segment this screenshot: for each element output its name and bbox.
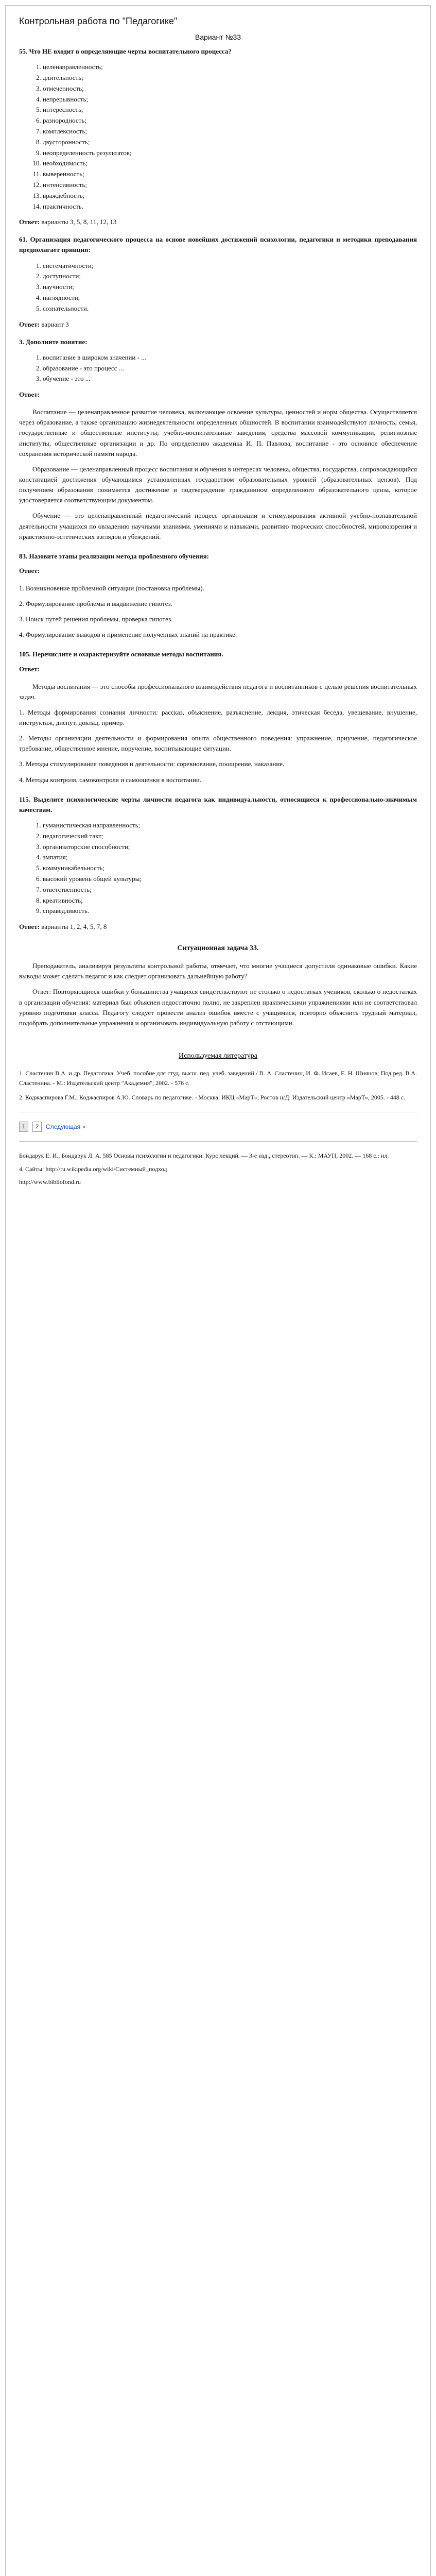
divider	[19, 1141, 417, 1142]
answer-paragraph: Образование — целенаправленный процесс воспитания и обучения в интересах человека, общества, государства, сопровождающийся констатацией достижения обучающимся установленных государством образовательных уровней (образовательных цензов). Под получением образования понимается достижение и подтверждение гражданином определенного образовательного ценза, которое удостоверяется соответствующим документом.	[19, 465, 417, 504]
answer-paragraph: 2. Методы организации деятельности и формирования опыта общественного поведения: упражнение, приучение, педагогическое требование, общественное мнение, поручение, воспитывающие ситуации.	[19, 734, 417, 753]
option: 3. организаторские способности;	[43, 842, 417, 853]
option: 5. интересность;	[43, 105, 417, 115]
answer-paragraph: 3. Поиск путей решения проблемы, проверка гипотез.	[19, 615, 173, 623]
answer-paragraph: 2. Формулирование проблемы и выдвижение гипотез.	[19, 600, 172, 608]
footer-reference: Бондарук Е. И., Бондарук Л. А. 585 Основы психологии и педагогики: Курс лекций. — 3-е изд., стереотип. — К.: МАУП, 2002. — 168 с.: ил.	[19, 1151, 389, 1159]
answer-paragraph: Обучение — это целенаправленный педагогический процесс организации и стимулирования активной учебно-познавательной деятельности учащихся по овладению научными знаниями, умениями и навыками, развитию творческих способностей, мировоззрения и нравственно-эстетических взглядов и убеждений.	[19, 512, 417, 540]
answer-label: Ответ:	[19, 320, 40, 328]
option: 4. непрерывность;	[43, 94, 417, 105]
answer-61	[19, 320, 417, 329]
document-page	[5, 5, 431, 2576]
option: 8. двусторонность;	[43, 137, 417, 148]
answer-value: вариант 3	[41, 320, 69, 328]
answer-paragraph: 1. Возникновение проблемной ситуации (постановка проблемы).	[19, 584, 204, 592]
next-page-link[interactable]: Следующая »	[46, 1123, 86, 1130]
answer-paragraph: Воспитание — целенаправленное развитие человека, включающее освоение культуры, ценностей и норм общества. Осуществляется через образование, а также организацию жизнедеятельности определенных общностей. В воспитании взаимодействуют личность, семья, государственные и общественные институты; учебно-воспитательные заведения, средства массовой коммуникации, религиозные институты, общественные организации и др. По определению академика И. П. Павлова, воспитание - это основное обеспечение сохранения исторической памяти народа.	[19, 408, 417, 457]
answer-83	[19, 567, 417, 575]
option: 6. высокий уровень общей культуры;	[43, 874, 417, 885]
answer-paragraph: Методы воспитания — это способы профессионального взаимодействия педагога и воспитанников с целью решения воспитательных задач.	[19, 682, 417, 701]
answer-105	[19, 665, 417, 673]
question-3: 3. Дополните понятие:	[19, 337, 88, 346]
option: 7. комплексность;	[43, 126, 417, 137]
option: 9. неопределенность результатов;	[43, 148, 417, 159]
answer-label: Ответ:	[19, 923, 40, 931]
option: 2. педагогический такт;	[43, 831, 417, 842]
question-115-options	[19, 820, 417, 917]
answer-label: Ответ:	[19, 566, 40, 574]
answer-value: варианты 3, 5, 8, 11, 12, 13	[41, 218, 117, 226]
answer-55	[19, 218, 417, 226]
page-2-button[interactable]: 2	[32, 1122, 42, 1132]
question-83: 83. Назовите этапы реализации метода проблемного обучения:	[19, 552, 209, 560]
question-105: 105. Перечислите и охарактеризуйте основные методы воспитания.	[19, 650, 223, 658]
question-115: 115. Выделите психологические черты личности педагога как индивидуальности, относящиеся к профессионально-значимым качествам.	[19, 795, 417, 814]
answer-label: Ответ:	[19, 391, 40, 399]
option: 4. эмпатия;	[43, 852, 417, 863]
option: 1. систематичности;	[43, 261, 417, 272]
question-61: 61. Организация педагогического процесса на основе новейших достижений психологии, педагогики и методики преподавания предполагает принцип:	[19, 235, 417, 254]
situation-title: Ситуационная задача 33.	[177, 944, 259, 953]
document-title: Контрольная работа по "Педагогике"	[19, 16, 178, 26]
answer-paragraph: 1. Методы формирования сознания личности: рассказ, объяснение, разъяснение, лекция, этическая беседа, увещевание, внушение, инструктаж, диспут, доклад, пример.	[19, 708, 417, 727]
literature-list	[19, 1069, 417, 1103]
variant-label: Вариант №33	[195, 33, 241, 41]
option: 1. гуманистическая направленность;	[43, 820, 417, 831]
answer-115	[19, 923, 417, 931]
option: 12. интенсивность;	[43, 180, 417, 191]
answer-value: варианты 1, 2, 4, 5, 7, 8	[41, 923, 107, 931]
option: 2. длительность;	[43, 73, 417, 83]
page-1-button[interactable]: 1	[19, 1122, 28, 1132]
option: 11. выверенность;	[43, 169, 417, 180]
option: 6. разнородность;	[43, 115, 417, 126]
situation-paragraph: Ответ: Повторяющиеся ошибки у большинства учащихся свидетельствуют не столько о недостатках учеников, сколько о недостатках в организации обучения: материал был объяснен недостаточно полно, не закреплен практическими упражнениями или не соответствовал уровню подготовки класса. Педагогу следует провести анализ ошибок вместе с учащимися, повторно объяснить трудный материал, подобрать дополнительные упражнения и организовать индивидуальную работу с отстающими.	[19, 988, 417, 1027]
question-3-options	[19, 352, 417, 384]
footer-link[interactable]: 4. Сайты: http://ru.wikipedia.org/wiki/Системный_подход	[19, 1165, 167, 1173]
option: 1. целенаправленность;	[43, 62, 417, 73]
option: 3. отмеченность;	[43, 83, 417, 94]
pagination	[19, 1122, 417, 1132]
option: 10. необходимость;	[43, 158, 417, 169]
answer-label: Ответ:	[19, 665, 40, 673]
option: 4. наглядности;	[43, 293, 417, 303]
footer-link[interactable]: http://www.bibliofond.ru	[19, 1178, 81, 1186]
situation-paragraph: Преподаватель, анализируя результаты контрольной работы, отмечает, что многие учащиеся допустили одинаковые ошибки. Какие выводы может сделать педагог и как следует организовать дальнейшую работу?	[19, 962, 417, 980]
option: 14. практичность.	[43, 201, 417, 212]
question-55: 55. Что НЕ входит в определяющие черты воспитательного процесса?	[19, 47, 232, 55]
answer-paragraph: 3. Методы стимулирования поведения и деятельности: соревнование, поощрение, наказание.	[19, 760, 285, 768]
option: 5. коммуникабельность;	[43, 863, 417, 874]
option: 1. воспитание в широком значении - ...	[43, 352, 417, 363]
answer-paragraph: 4. Методы контроля, самоконтроля и самооценки в воспитании.	[19, 775, 202, 784]
answer-3	[19, 391, 417, 399]
question-55-options	[19, 62, 417, 212]
option: 2. образование - это процесс ...	[43, 363, 417, 374]
answer-paragraph: 4. Формулирование выводов и применение полученных знаний на практике.	[19, 631, 237, 639]
option: 13. враждебность;	[43, 191, 417, 201]
option: 3. обучение - это ...	[43, 374, 417, 384]
question-61-options	[19, 261, 417, 314]
answer-label: Ответ:	[19, 218, 40, 226]
option: 5. сознательности.	[43, 303, 417, 314]
literature-title: Используемая литература	[179, 1052, 257, 1060]
literature-item: 1. Сластенин В.А. и др. Педагогика: Учеб. пособие для студ. высш. пед. учеб. заведений / В. А. Сластенин, И. Ф. Исаев, Е. Н. Шиянов; Под ред. В.А. Сластенина. - М.: Издательский центр "Академия", 2002. - 576 с.	[19, 1070, 417, 1087]
literature-item: 2. Коджаспирова Г.М., Коджаспиров А.Ю. Словарь по педагогике. - Москва: ИКЦ «МарТ»; Ростов н/Д: Издательский центр «МарТ», 2005. - 448 с.	[19, 1094, 406, 1101]
option: 8. креативность;	[43, 895, 417, 906]
option: 7. ответственность;	[43, 885, 417, 895]
option: 3. научности;	[43, 282, 417, 293]
option: 2. доступности;	[43, 271, 417, 282]
option: 9. справедливость.	[43, 906, 417, 917]
